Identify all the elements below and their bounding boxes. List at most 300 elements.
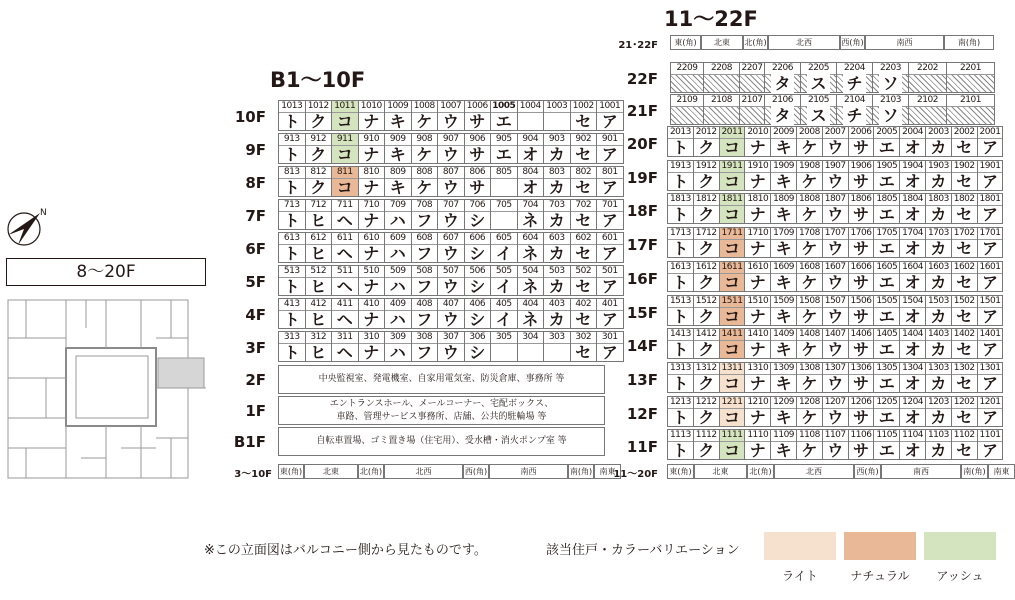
unit-cell[interactable]	[899, 328, 926, 359]
unit-cell[interactable]	[873, 227, 900, 258]
unit-cell[interactable]	[719, 227, 746, 258]
unit-cell[interactable]	[908, 94, 947, 125]
unit-cell[interactable]	[384, 100, 412, 131]
unit-cell[interactable]	[836, 94, 873, 125]
unit-type: キ	[389, 178, 406, 197]
unit-cell[interactable]	[770, 362, 797, 393]
unit-number: 2005	[876, 127, 898, 137]
unit-cell[interactable]	[822, 193, 849, 224]
unit-cell[interactable]	[796, 295, 823, 326]
unit-cell[interactable]	[384, 298, 412, 329]
unit-cell[interactable]	[946, 62, 995, 93]
unit-number: 1508	[798, 295, 820, 306]
unit-cell[interactable]	[570, 331, 598, 362]
unit-cell[interactable]	[951, 193, 978, 224]
unit-cell[interactable]	[693, 328, 720, 359]
unit-cell[interactable]	[358, 199, 386, 230]
unit-cell[interactable]	[770, 328, 797, 359]
unit-number: 1909	[773, 160, 795, 171]
unit-cell[interactable]	[719, 362, 746, 393]
unit-cell[interactable]	[822, 362, 849, 393]
unit-cell[interactable]	[570, 166, 598, 197]
unit-number: 504	[518, 266, 544, 278]
unit-cell[interactable]	[543, 166, 571, 197]
unit-cell[interactable]	[822, 227, 849, 258]
unit-cell[interactable]	[977, 126, 1004, 157]
unit-cell[interactable]	[437, 232, 465, 263]
unit-cell[interactable]	[570, 133, 598, 164]
unit-type: フ	[416, 244, 433, 263]
unit-cell[interactable]	[517, 298, 545, 329]
unit-cell[interactable]	[517, 199, 545, 230]
unit-cell[interactable]	[278, 133, 306, 164]
unit-cell[interactable]	[358, 133, 386, 164]
unit-cell[interactable]	[411, 298, 439, 329]
unit-cell[interactable]	[667, 396, 694, 427]
unit-cell[interactable]	[899, 396, 926, 427]
unit-cell[interactable]	[977, 227, 1004, 258]
unit-cell[interactable]	[744, 429, 771, 460]
unit-type: シ	[469, 343, 486, 362]
unit-cell[interactable]	[517, 232, 545, 263]
unit-cell[interactable]	[667, 160, 694, 191]
unit-cell[interactable]	[384, 232, 412, 263]
unit-cell[interactable]	[464, 133, 492, 164]
unit-cell[interactable]	[899, 126, 926, 157]
unit-cell[interactable]	[848, 160, 875, 191]
unit-cell[interactable]	[822, 126, 849, 157]
unit-cell[interactable]	[693, 429, 720, 460]
unit-cell[interactable]	[848, 396, 875, 427]
unit-type: オ	[904, 205, 921, 225]
unit-cell[interactable]	[384, 166, 412, 197]
unit-number: 1104	[902, 430, 924, 441]
unit-number: 1812	[695, 194, 717, 205]
unit-type: オ	[904, 239, 921, 259]
unit-cell[interactable]	[951, 227, 978, 258]
unit-number: 1801	[979, 194, 1001, 205]
unit-cell[interactable]	[899, 429, 926, 460]
unit-cell[interactable]	[358, 265, 386, 296]
unit-cell[interactable]	[744, 261, 771, 292]
unit-cell[interactable]	[744, 295, 771, 326]
unit-cell[interactable]	[464, 331, 492, 362]
unit-cell[interactable]	[925, 429, 952, 460]
unit-cell[interactable]	[951, 362, 978, 393]
unit-cell[interactable]	[693, 295, 720, 326]
unit-cell[interactable]	[464, 265, 492, 296]
unit-cell[interactable]	[278, 232, 306, 263]
unit-cell[interactable]	[873, 126, 900, 157]
unit-cell[interactable]	[570, 298, 598, 329]
unit-cell[interactable]	[770, 160, 797, 191]
unit-cell[interactable]	[770, 193, 797, 224]
unit-number: 1404	[902, 329, 924, 340]
unit-cell[interactable]	[739, 94, 765, 125]
unit-cell[interactable]	[667, 295, 694, 326]
unit-cell[interactable]	[770, 429, 797, 460]
unit-type: エ	[878, 306, 895, 326]
unit-cell[interactable]	[305, 298, 333, 329]
unit-cell[interactable]	[770, 126, 797, 157]
unit-cell[interactable]	[899, 160, 926, 191]
unit-type: ヒ	[310, 343, 327, 362]
unit-cell[interactable]	[437, 199, 465, 230]
unit-cell[interactable]	[305, 232, 333, 263]
unit-cell[interactable]	[693, 261, 720, 292]
unit-cell[interactable]	[358, 166, 386, 197]
unit-cell[interactable]	[331, 265, 359, 296]
unit-cell[interactable]	[358, 100, 386, 131]
unit-cell[interactable]	[278, 298, 306, 329]
unit-cell[interactable]	[570, 100, 598, 131]
unit-cell[interactable]	[719, 429, 746, 460]
unit-cell[interactable]	[796, 261, 823, 292]
unit-cell[interactable]	[796, 429, 823, 460]
unit-cell[interactable]	[977, 261, 1004, 292]
unit-cell[interactable]	[384, 199, 412, 230]
unit-cell[interactable]	[925, 295, 952, 326]
unit-cell[interactable]	[822, 261, 849, 292]
unit-cell[interactable]	[977, 429, 1004, 460]
unit-number: 306	[465, 332, 491, 344]
unit-cell[interactable]	[899, 362, 926, 393]
unit-cell[interactable]	[951, 295, 978, 326]
unit-cell[interactable]	[873, 396, 900, 427]
unit-type: ハ	[389, 244, 406, 263]
unit-cell[interactable]	[305, 100, 333, 131]
unit-cell[interactable]	[719, 126, 746, 157]
unit-cell[interactable]	[951, 160, 978, 191]
unit-cell[interactable]	[517, 100, 545, 131]
unit-cell[interactable]	[977, 160, 1004, 191]
unit-cell[interactable]	[873, 261, 900, 292]
floor-label: 12F	[626, 404, 658, 423]
unit-cell[interactable]	[796, 126, 823, 157]
unit-cell[interactable]	[331, 298, 359, 329]
unit-cell[interactable]	[822, 160, 849, 191]
unit-cell[interactable]	[744, 227, 771, 258]
unit-type: カ	[930, 340, 947, 360]
unit-cell[interactable]	[331, 232, 359, 263]
unit-cell[interactable]	[411, 100, 439, 131]
unit-cell[interactable]	[925, 396, 952, 427]
unit-cell[interactable]	[764, 94, 801, 125]
floor-label: 22F	[626, 70, 658, 88]
unit-cell[interactable]	[872, 62, 909, 93]
unit-cell[interactable]	[925, 261, 952, 292]
unit-number: 1312	[695, 362, 717, 373]
floor-label: 20F	[626, 135, 658, 153]
unit-cell[interactable]	[719, 193, 746, 224]
unit-cell[interactable]	[836, 62, 873, 93]
unit-cell[interactable]	[693, 126, 720, 157]
unit-cell[interactable]	[437, 331, 465, 362]
unit-cell[interactable]	[437, 166, 465, 197]
unit-cell[interactable]	[873, 429, 900, 460]
unit-cell[interactable]	[693, 160, 720, 191]
unit-cell[interactable]	[490, 232, 518, 263]
unit-cell[interactable]	[925, 362, 952, 393]
unit-cell[interactable]	[899, 227, 926, 258]
unit-cell[interactable]	[764, 62, 801, 93]
unit-cell[interactable]	[331, 100, 359, 131]
unit-cell[interactable]	[703, 94, 740, 125]
unit-cell[interactable]	[977, 362, 1004, 393]
unit-type: ウ	[827, 373, 844, 393]
unit-cell[interactable]	[848, 261, 875, 292]
unit-cell[interactable]	[848, 126, 875, 157]
unit-cell[interactable]	[517, 265, 545, 296]
unit-cell[interactable]	[358, 298, 386, 329]
unit-cell[interactable]	[703, 62, 740, 93]
unit-cell[interactable]	[848, 227, 875, 258]
unit-cell[interactable]	[977, 295, 1004, 326]
unit-cell[interactable]	[667, 261, 694, 292]
unit-cell[interactable]	[305, 199, 333, 230]
unit-cell[interactable]	[848, 193, 875, 224]
unit-cell[interactable]	[873, 160, 900, 191]
unit-cell[interactable]	[278, 199, 306, 230]
unit-cell[interactable]	[925, 193, 952, 224]
unit-cell[interactable]	[719, 295, 746, 326]
unit-cell[interactable]	[358, 331, 386, 362]
unit-number: 1206	[850, 396, 872, 407]
unit-cell[interactable]	[490, 166, 518, 197]
direction-cell: 南東	[594, 464, 621, 479]
unit-cell[interactable]	[437, 133, 465, 164]
unit-cell[interactable]	[800, 62, 837, 93]
unit-cell[interactable]	[331, 331, 359, 362]
unit-cell[interactable]	[464, 166, 492, 197]
unit-number: 705	[491, 200, 517, 212]
unit-cell[interactable]	[384, 331, 412, 362]
unit-cell[interactable]	[951, 126, 978, 157]
unit-cell[interactable]	[464, 100, 492, 131]
floor-label: 13F	[626, 370, 658, 389]
unit-number: 1406	[850, 329, 872, 340]
unit-cell[interactable]	[693, 362, 720, 393]
unit-cell[interactable]	[517, 166, 545, 197]
unit-number: 608	[412, 233, 438, 245]
unit-cell[interactable]	[358, 232, 386, 263]
unit-cell[interactable]	[667, 126, 694, 157]
unit-type: ケ	[801, 340, 818, 360]
unit-cell[interactable]	[822, 396, 849, 427]
unit-cell[interactable]	[873, 193, 900, 224]
unit-cell[interactable]	[305, 133, 333, 164]
unit-cell[interactable]	[873, 362, 900, 393]
unit-cell[interactable]	[739, 62, 765, 93]
unit-type-text: チ	[843, 74, 865, 93]
unit-cell[interactable]	[570, 232, 598, 263]
unit-cell[interactable]	[543, 265, 571, 296]
direction-cell: 南西	[489, 464, 568, 479]
unit-cell[interactable]	[744, 396, 771, 427]
unit-cell[interactable]	[719, 328, 746, 359]
unit-cell[interactable]	[800, 94, 837, 125]
unit-cell[interactable]	[796, 160, 823, 191]
unit-cell[interactable]	[411, 166, 439, 197]
unit-cell[interactable]	[437, 265, 465, 296]
unit-cell[interactable]	[490, 265, 518, 296]
unit-type: エ	[495, 145, 512, 164]
unit-cell[interactable]	[946, 94, 995, 125]
unit-cell[interactable]	[925, 126, 952, 157]
unit-cell[interactable]	[822, 328, 849, 359]
unit-cell[interactable]	[770, 295, 797, 326]
unit-cell[interactable]	[384, 133, 412, 164]
unit-cell[interactable]	[796, 227, 823, 258]
unit-type: イ	[495, 277, 512, 296]
unit-cell[interactable]	[872, 94, 909, 125]
unit-cell[interactable]	[667, 227, 694, 258]
unit-cell[interactable]	[951, 429, 978, 460]
unit-cell[interactable]	[543, 331, 571, 362]
unit-type: ハ	[389, 343, 406, 362]
unit-cell[interactable]	[744, 193, 771, 224]
unit-cell[interactable]	[411, 265, 439, 296]
unit-cell[interactable]	[331, 199, 359, 230]
unit-cell[interactable]	[464, 199, 492, 230]
unit-cell[interactable]	[490, 199, 518, 230]
unit-cell[interactable]	[848, 429, 875, 460]
unit-type: キ	[775, 306, 792, 326]
unit-cell[interactable]	[951, 328, 978, 359]
unit-cell[interactable]	[305, 166, 333, 197]
unit-cell[interactable]	[744, 362, 771, 393]
unit-type: コ	[723, 340, 740, 360]
unit-cell[interactable]	[543, 100, 571, 131]
unit-cell[interactable]	[951, 396, 978, 427]
unit-cell[interactable]	[848, 295, 875, 326]
unit-cell[interactable]	[411, 331, 439, 362]
unit-cell[interactable]	[543, 199, 571, 230]
unit-type: ケ	[416, 112, 433, 131]
unit-cell[interactable]	[490, 100, 518, 131]
unit-type: セ	[956, 138, 973, 157]
unit-type: ア	[601, 178, 618, 197]
unit-cell[interactable]	[437, 298, 465, 329]
unit-cell[interactable]	[977, 396, 1004, 427]
unit-cell[interactable]	[517, 133, 545, 164]
floor-label: 19F	[626, 168, 658, 187]
unit-cell[interactable]	[331, 133, 359, 164]
unit-cell[interactable]	[908, 62, 947, 93]
unit-cell[interactable]	[744, 328, 771, 359]
unit-cell[interactable]	[693, 396, 720, 427]
unit-cell[interactable]	[770, 261, 797, 292]
unit-cell[interactable]	[490, 298, 518, 329]
unit-type: ナ	[363, 277, 380, 296]
unit-number: 704	[518, 200, 544, 212]
unit-cell[interactable]	[331, 166, 359, 197]
unit-cell[interactable]	[670, 94, 704, 125]
unit-cell[interactable]	[543, 298, 571, 329]
unit-number: 1510	[747, 295, 769, 306]
unit-number: 610	[359, 233, 385, 245]
unit-cell[interactable]	[770, 396, 797, 427]
unit-cell[interactable]	[796, 328, 823, 359]
unit-cell[interactable]	[796, 193, 823, 224]
unit-cell[interactable]	[411, 232, 439, 263]
unit-cell[interactable]	[899, 295, 926, 326]
unit-cell[interactable]	[437, 100, 465, 131]
unit-cell[interactable]	[925, 160, 952, 191]
unit-cell[interactable]	[873, 328, 900, 359]
unit-cell[interactable]	[719, 160, 746, 191]
unit-cell[interactable]	[719, 396, 746, 427]
unit-cell[interactable]	[543, 232, 571, 263]
unit-cell[interactable]	[411, 199, 439, 230]
unit-cell[interactable]	[822, 295, 849, 326]
unit-cell[interactable]	[384, 265, 412, 296]
unit-cell[interactable]	[848, 328, 875, 359]
unit-cell[interactable]	[411, 133, 439, 164]
unit-cell[interactable]	[822, 429, 849, 460]
unit-number: 1811	[721, 194, 743, 205]
floor-label: 5F	[245, 273, 266, 291]
unit-cell[interactable]	[719, 261, 746, 292]
unit-number: 1009	[385, 101, 411, 113]
unit-cell[interactable]	[464, 232, 492, 263]
unit-cell[interactable]	[670, 62, 704, 93]
unit-cell[interactable]	[305, 331, 333, 362]
unit-cell[interactable]	[570, 265, 598, 296]
unit-cell[interactable]	[873, 295, 900, 326]
unit-cell[interactable]	[951, 261, 978, 292]
unit-cell[interactable]	[693, 227, 720, 258]
unit-cell[interactable]	[744, 126, 771, 157]
unit-cell[interactable]	[517, 331, 545, 362]
unit-cell[interactable]	[796, 362, 823, 393]
unit-cell[interactable]	[543, 133, 571, 164]
unit-number: 2109	[671, 95, 703, 107]
unit-type: オ	[904, 373, 921, 393]
unit-number: 1405	[876, 329, 898, 340]
unit-number: 1604	[902, 261, 924, 272]
unit-cell[interactable]	[490, 133, 518, 164]
unit-cell[interactable]	[278, 265, 306, 296]
unit-number: 1107	[824, 430, 846, 441]
unit-cell[interactable]	[770, 227, 797, 258]
unit-cell[interactable]	[667, 193, 694, 224]
unit-cell[interactable]	[278, 100, 306, 131]
unit-cell[interactable]	[464, 298, 492, 329]
unit-cell[interactable]	[848, 362, 875, 393]
unit-cell[interactable]	[977, 328, 1004, 359]
unit-cell[interactable]	[305, 265, 333, 296]
unit-cell[interactable]	[278, 331, 306, 362]
unit-type: ア	[981, 138, 998, 157]
unit-cell[interactable]	[693, 193, 720, 224]
unit-type: エ	[878, 441, 895, 461]
unit-cell[interactable]	[667, 328, 694, 359]
unit-cell[interactable]	[667, 429, 694, 460]
unit-cell[interactable]	[744, 160, 771, 191]
unit-cell[interactable]	[899, 193, 926, 224]
unit-cell[interactable]	[925, 328, 952, 359]
unit-cell[interactable]	[278, 166, 306, 197]
unit-cell[interactable]	[925, 227, 952, 258]
unit-cell[interactable]	[570, 199, 598, 230]
unit-cell[interactable]	[667, 362, 694, 393]
unit-cell[interactable]	[899, 261, 926, 292]
unit-number: 2106	[765, 95, 800, 107]
unit-cell[interactable]	[796, 396, 823, 427]
unit-cell[interactable]	[490, 331, 518, 362]
unit-cell[interactable]	[977, 193, 1004, 224]
